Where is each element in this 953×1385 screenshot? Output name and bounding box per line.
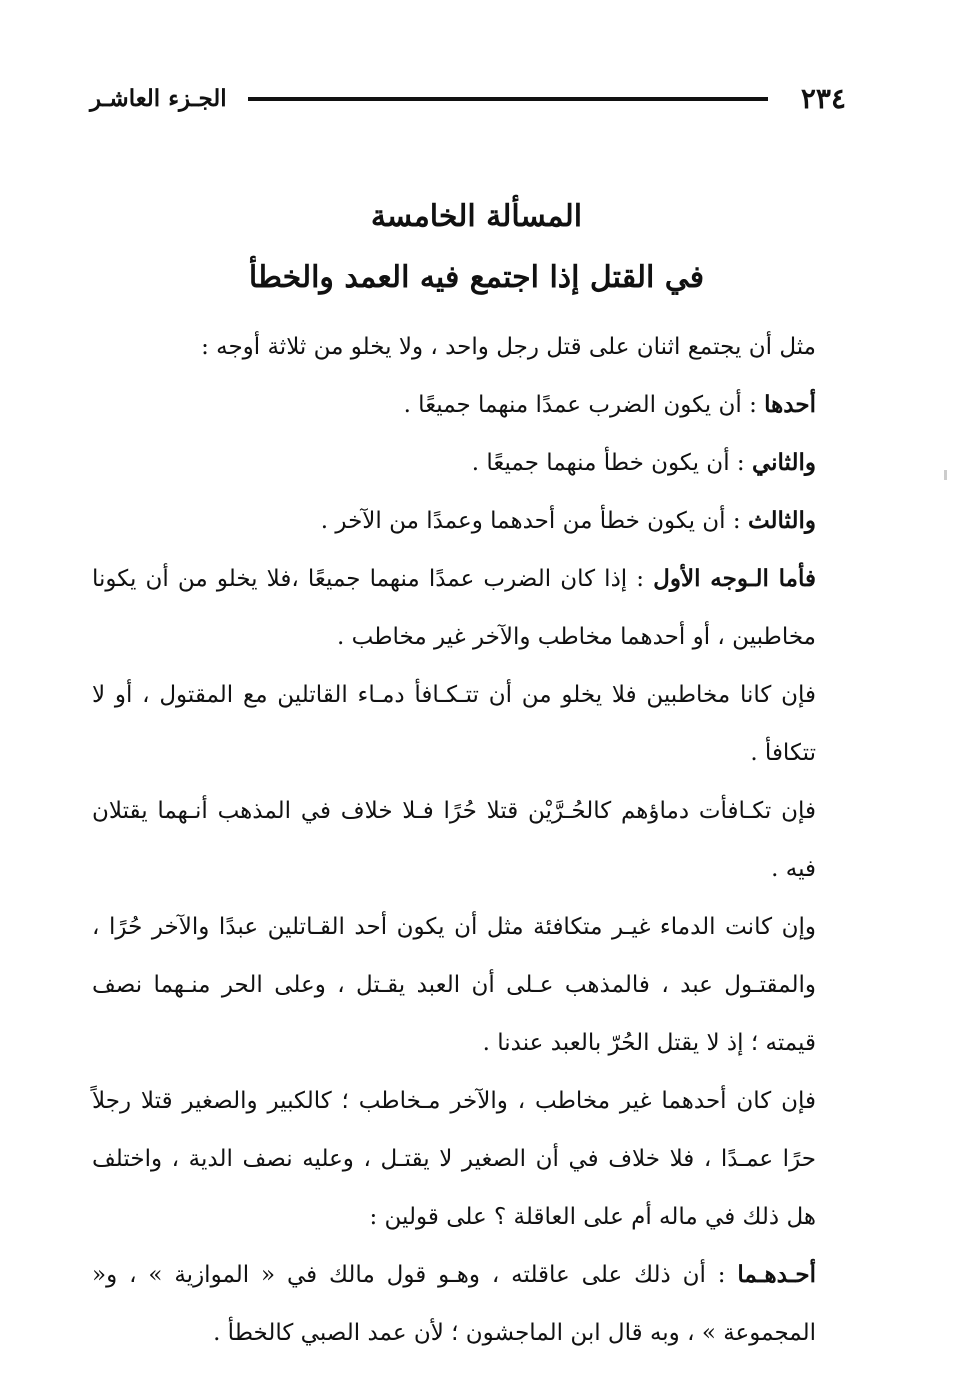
first-opinion-lead: أحـدهـما xyxy=(737,1261,816,1288)
first-case-paragraph xyxy=(92,550,816,666)
first-case-lead: فأما الـوجه الأول xyxy=(653,565,816,592)
page-edge-mark xyxy=(944,470,947,480)
first-opinion-paragraph xyxy=(92,1246,816,1362)
header-rule xyxy=(248,97,768,101)
case-two-text: : أن يكون خطأ منهما جميعًا . xyxy=(471,450,752,476)
first-case-text: : إذا كان الضرب عمدًا منهما جميعًا ،فلا يخلو من أن يكونا مخاطبين ، أو أحدهما مخاطب والآخر غير مخاطب . xyxy=(92,566,816,650)
running-header xyxy=(90,80,846,120)
case-three-text: : أن يكون خطأ من أحدهما وعمدًا من الآخر . xyxy=(320,508,748,534)
case-three-paragraph xyxy=(92,492,816,550)
two-free-men-paragraph: فإن تكـافأت دماؤهم كالحُـرَّيْن قتلا حُرًا فـلا خلاف في المذهب أنـهما يقتلان فيه . xyxy=(92,798,816,882)
unequal-blood-paragraph: وإن كانت الدماء غيـر متكافئة مثل أن يكون أحد القـاتلين عبدًا والآخر حُرًا ، والمقتـول عبد ، فالمذهب عـلى أن العبد يقـتل ، وعلى الحر منـهما نصف قيمته ؛ إذ لا يقتل الحُرّ بالعبد عندنا . xyxy=(92,914,816,1056)
case-one-paragraph xyxy=(92,376,816,434)
intro-paragraph: مثل أن يجتمع اثنان على قتل رجل واحد ، ولا يخلو من ثلاثة أوجه : xyxy=(201,334,816,360)
volume-title: الجـزء العاشـر xyxy=(90,85,227,112)
equal-blood-paragraph: فإن كانا مخاطبين فلا يخلو من أن تتـكـافأ دمـاء القاتلين مع المقتول ، أو لا تتكافأ . xyxy=(92,682,816,766)
chapter-subtitle: في القتل إذا اجتمع فيه العمد والخطأ xyxy=(248,260,705,295)
body-text xyxy=(92,318,816,1362)
case-two-lead: والثاني xyxy=(751,449,816,476)
case-three-lead: والثالث xyxy=(747,507,816,534)
adult-and-child-paragraph: فإن كان أحدهما غير مخاطب ، والآخر مـخاطب ؛ كالكبير والصغير قتلا رجلاً حرًا عمـدًا ، فلا خلاف في أن الصغير لا يقتـل ، وعليه نصف الدية ، واختلف هل ذلك في ماله أم على العاقلة ؟ على قولين : xyxy=(92,1088,816,1230)
case-one-text: : أن يكون الضرب عمدًا منهما جميعًا . xyxy=(403,392,765,418)
case-two-paragraph xyxy=(92,434,816,492)
page-number: ٢٣٤ xyxy=(800,82,846,115)
chapter-title: المسألة الخامسة xyxy=(370,199,583,234)
case-one-lead: أحدها xyxy=(764,391,816,418)
first-opinion-text: : أن ذلك على عاقلته ، وهـو قول مالك في « الموازية » ، و« المجموعة » ، وبه قال ابن الماجشون ؛ لأن عمد الصبي كالخطأ . xyxy=(92,1262,816,1346)
